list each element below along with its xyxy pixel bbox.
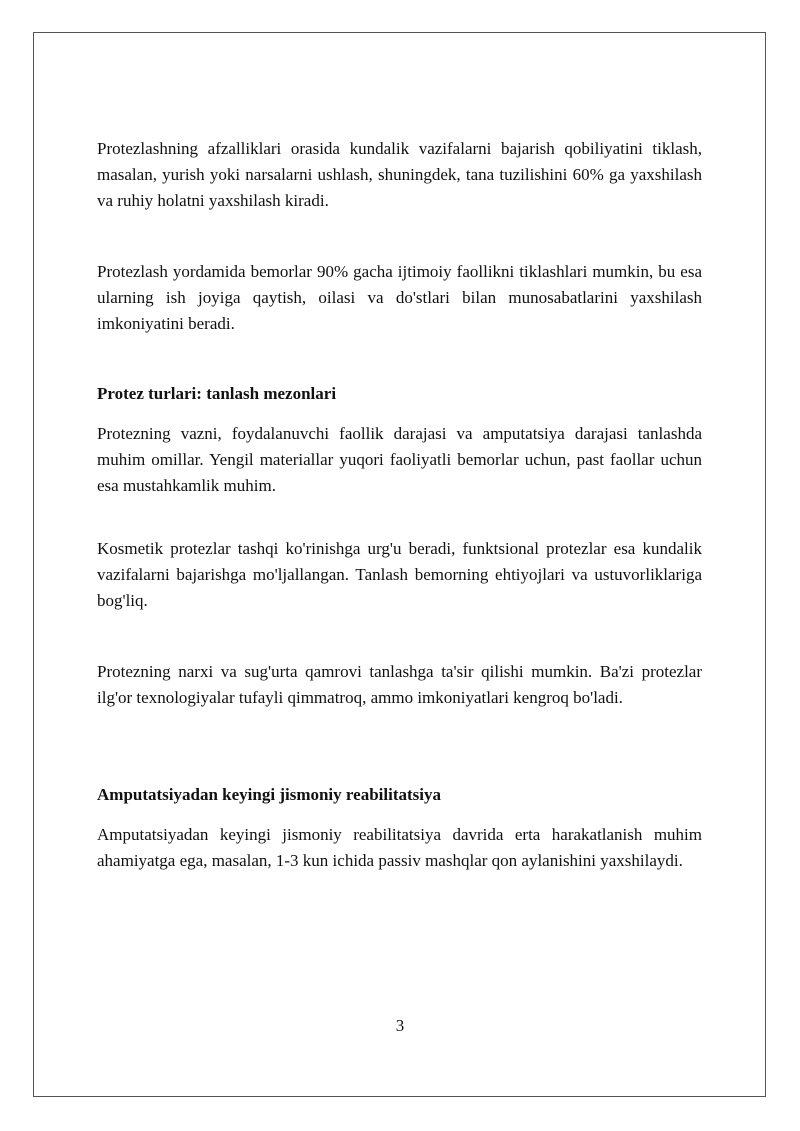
paragraph-protez-afzalliklari: Protezlashning afzalliklari orasida kundalik vazifalarni bajarish qobiliyatini tiklash, masalan, yurish yoki narsalarni ushlash, shuningdek, tana tuzilishini 60% ga yaxshilash va ruhiy holatni yaxshilash kiradi. [97, 139, 702, 210]
page-number: 3 [395, 1016, 405, 1035]
paragraph-ijtimoiy-faollik: Protezlash yordamida bemorlar 90% gacha ijtimoiy faollikni tiklashlari mumkin, bu esa ularning ish joyiga qaytish, oilasi va do'stlari bilan munosabatlarini yaxshilash imkoniyatini beradi. [97, 262, 702, 333]
paragraph-protez-vazni: Protezning vazni, foydalanuvchi faollik darajasi va amputatsiya darajasi tanlashda muhim omillar. Yengil materiallar yuqori faoliyatli bemorlar uchun, past faollar uchun esa mustahkamlik muhim. [97, 424, 702, 495]
paragraph-protez-narxi: Protezning narxi va sug'urta qamrovi tanlashga ta'sir qilishi mumkin. Ba'zi protezlar ilg'or texnologiyalar tufayli qimmatroq, ammo imkoniyatlari kengroq bo'ladi. [97, 662, 702, 707]
paragraph-erta-harakatlanish: Amputatsiyadan keyingi jismoniy reabilitatsiya davrida erta harakatlanish muhim ahamiyatga ega, masalan, 1-3 kun ichida passiv mashqlar qon aylanishini yaxshilaydi. [97, 825, 702, 870]
paragraph-kosmetik-protezlar: Kosmetik protezlar tashqi ko'rinishga urg'u beradi, funktsional protezlar esa kundalik vazifalarni bajarishga mo'ljallangan. Tanlash bemorning ehtiyojlari va ustuvorliklariga bog'liq. [97, 539, 702, 610]
section-heading-reabilitatsiya: Amputatsiyadan keyingi jismoniy reabilitatsiya [97, 785, 441, 804]
section-heading-protez-turlari: Protez turlari: tanlash mezonlari [97, 384, 337, 403]
